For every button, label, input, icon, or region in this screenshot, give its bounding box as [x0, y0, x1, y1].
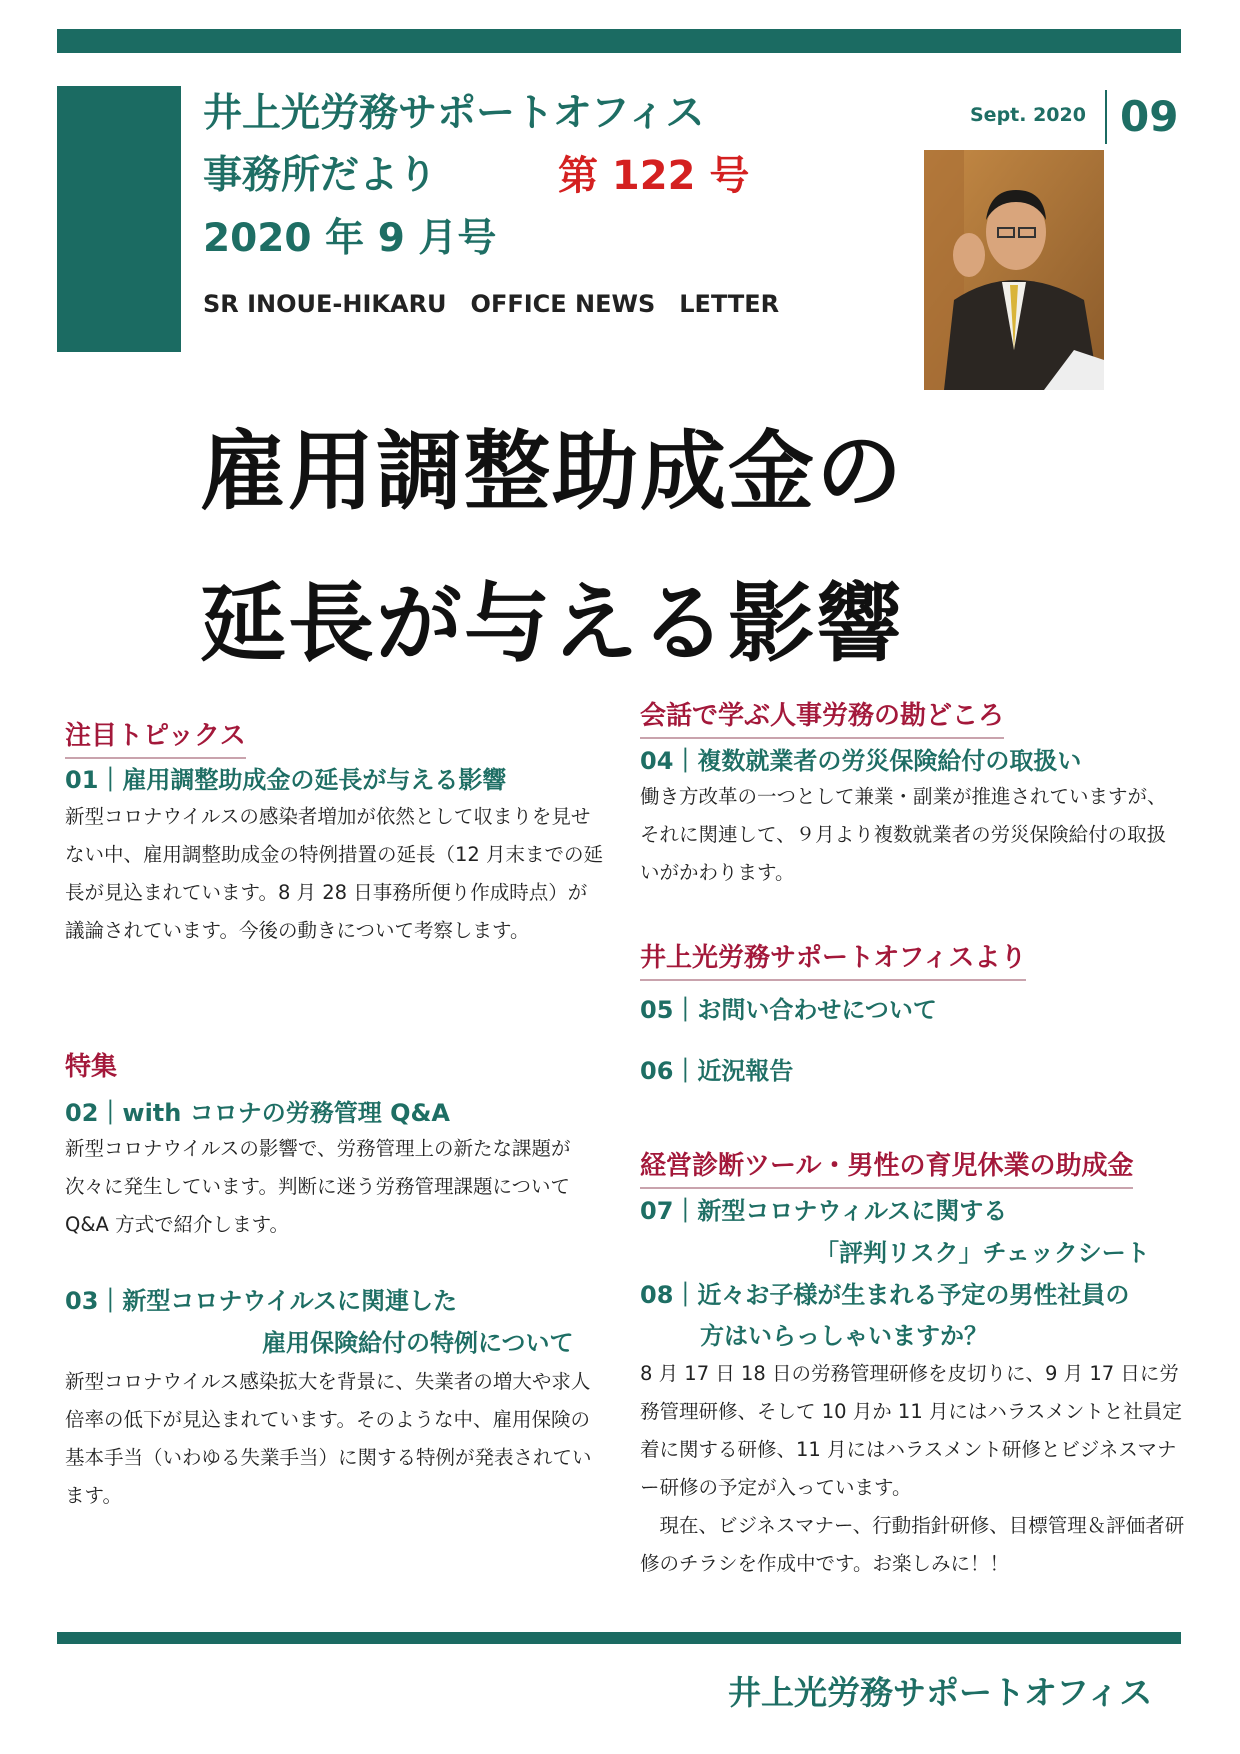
article-08-title-line2: 方はいらっしゃいますか？ [700, 1322, 988, 1350]
article-08-body-paragraph1: 8 月 17 日 18 日の労務管理研修を皮切りに、9 月 17 日に労務管理研修、そして 10 月か 11 月にはハラスメントと社員定着に関する研修、11 月にはハラスメント研修とビジネスマナー研修の予定が入っています。 [640, 1362, 1182, 1499]
newsletter-name: 事務所だより [203, 153, 438, 198]
article-06-title: 06｜近況報告 [640, 1057, 794, 1085]
article-03-title-line1: 03｜新型コロナウイルスに関連した [65, 1287, 457, 1315]
article-04-title: 04｜複数就業者の労災保険給付の取扱い [640, 747, 1082, 775]
section-heading-topics: 注目トピックス [65, 715, 246, 759]
bottom-accent-bar [57, 1632, 1181, 1644]
article-03-body: 新型コロナウイルス感染拡大を背景に、失業者の増大や求人倍率の低下が見込まれています。そのような中、雇用保険の基本手当（いわゆる失業手当）に関する特例が発表されています。 [65, 1370, 592, 1507]
edition: 2020 年 9 月号 [203, 216, 497, 261]
header-accent-block [57, 86, 181, 352]
portrait-illustration [924, 150, 1104, 390]
article-08-title-line1: 08｜近々お子様が生まれる予定の男性社員の [640, 1281, 1130, 1309]
main-title-line1: 雇用調整助成金の [200, 422, 904, 522]
article-04-body: 働き方改革の一つとして兼業・副業が推進されていますが、それに関連して、９月より複数就業者の労災保険給付の取扱いがかわります。 [640, 785, 1167, 884]
article-07-title-line2: 「評判リスク」チェックシート [815, 1239, 1150, 1267]
article-08-body [640, 1355, 1185, 1583]
footer-office-name: 井上光労務サポートオフィス [728, 1673, 1153, 1712]
article-07-title-line1: 07｜新型コロナウィルスに関する [640, 1197, 1008, 1225]
section-heading-tools-grants: 経営診断ツール・男性の育児休業の助成金 [640, 1145, 1133, 1189]
office-name: 井上光労務サポートオフィス [203, 91, 705, 136]
issue-number: 第 122 号 [558, 153, 750, 199]
article-05-title: 05｜お問い合わせについて [640, 996, 937, 1024]
article-03-title-line2: 雇用保険給付の特例について [262, 1329, 574, 1357]
section-heading-feature: 特集 [65, 1052, 118, 1082]
english-subtitle: SR INOUE-HIKARU OFFICE NEWS LETTER [203, 290, 780, 318]
article-08-body-paragraph2: 現在、ビジネスマナー、行動指針研修、目標管理＆評価者研修のチラシを作成中です。お楽しみに！！ [640, 1514, 1185, 1575]
article-02-body: 新型コロナウイルスの影響で、労務管理上の新たな課題が次々に発生しています。判断に迷う労務管理課題について Q&A 方式で紹介します。 [65, 1137, 571, 1236]
portrait-photo [924, 150, 1104, 390]
issue-date: Sept. 2020 [970, 104, 1086, 126]
article-02-title: 02｜with コロナの労務管理 Q&A [65, 1099, 450, 1127]
article-01-title: 01｜雇用調整助成金の延長が与える影響 [65, 766, 507, 794]
section-heading-hr-conversation: 会話で学ぶ人事労務の勘どころ [640, 695, 1004, 739]
section-heading-office-news: 井上光労務サポートオフィスより [640, 937, 1026, 981]
main-title-line2: 延長が与える影響 [200, 574, 904, 674]
article-01-body: 新型コロナウイルスの感染者増加が依然として収まりを見せない中、雇用調整助成金の特例措置の延長（12 月末までの延長が見込まれています。8 月 28 日事務所便り作成時点）が議論されています。今後の動きについて考察します。 [65, 805, 604, 942]
top-accent-bar [57, 29, 1181, 53]
page-number: 09 [1120, 92, 1179, 141]
date-divider [1105, 90, 1107, 144]
